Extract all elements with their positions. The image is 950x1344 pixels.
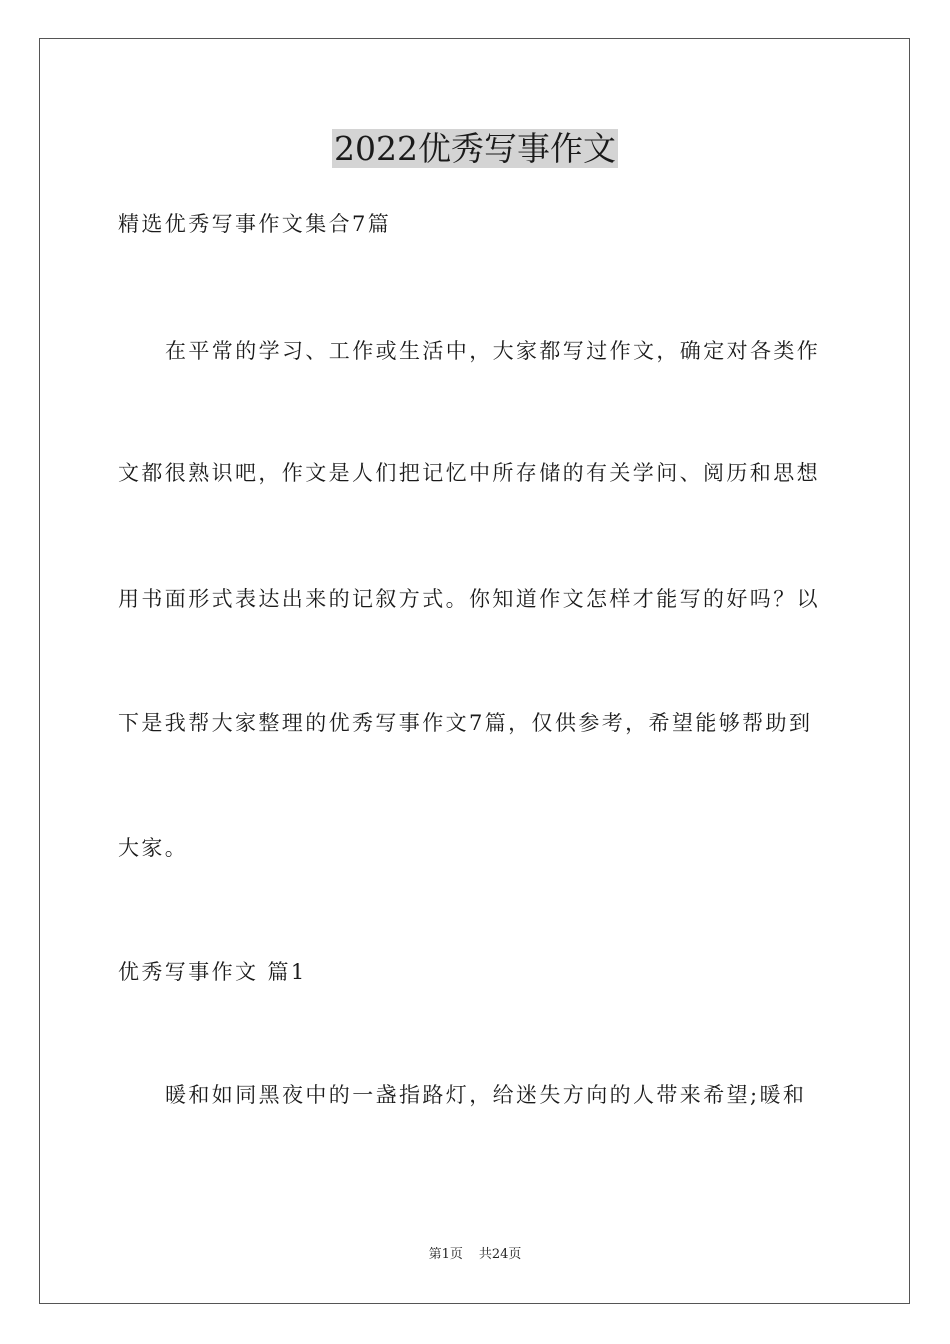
page-total: 共24页 — [478, 1247, 522, 1262]
intro-line-2: 文都很熟识吧，作文是人们把记忆中所存储的有关学问、阅历和思想 — [118, 461, 820, 485]
intro-line-5: 大家。 — [118, 836, 189, 860]
document-subtitle: 精选优秀写事作文集合7篇 — [118, 212, 392, 236]
intro-line-3: 用书面形式表达出来的记叙方式。你知道作文怎样才能写的好吗？以 — [118, 587, 820, 611]
section-heading: 优秀写事作文 篇1 — [118, 960, 307, 984]
intro-line-1: 在平常的学习、工作或生活中，大家都写过作文，确定对各类作 — [165, 339, 821, 363]
document-title: 2022优秀写事作文 — [334, 129, 616, 168]
body-line-1: 暖和如同黑夜中的一盏指路灯，给迷失方向的人带来希望;暖和 — [165, 1083, 807, 1107]
page-footer — [0, 1246, 950, 1264]
intro-line-4: 下是我帮大家整理的优秀写事作文7篇，仅供参考，希望能够帮助到 — [118, 711, 813, 735]
page-number: 第1页 — [428, 1247, 463, 1262]
